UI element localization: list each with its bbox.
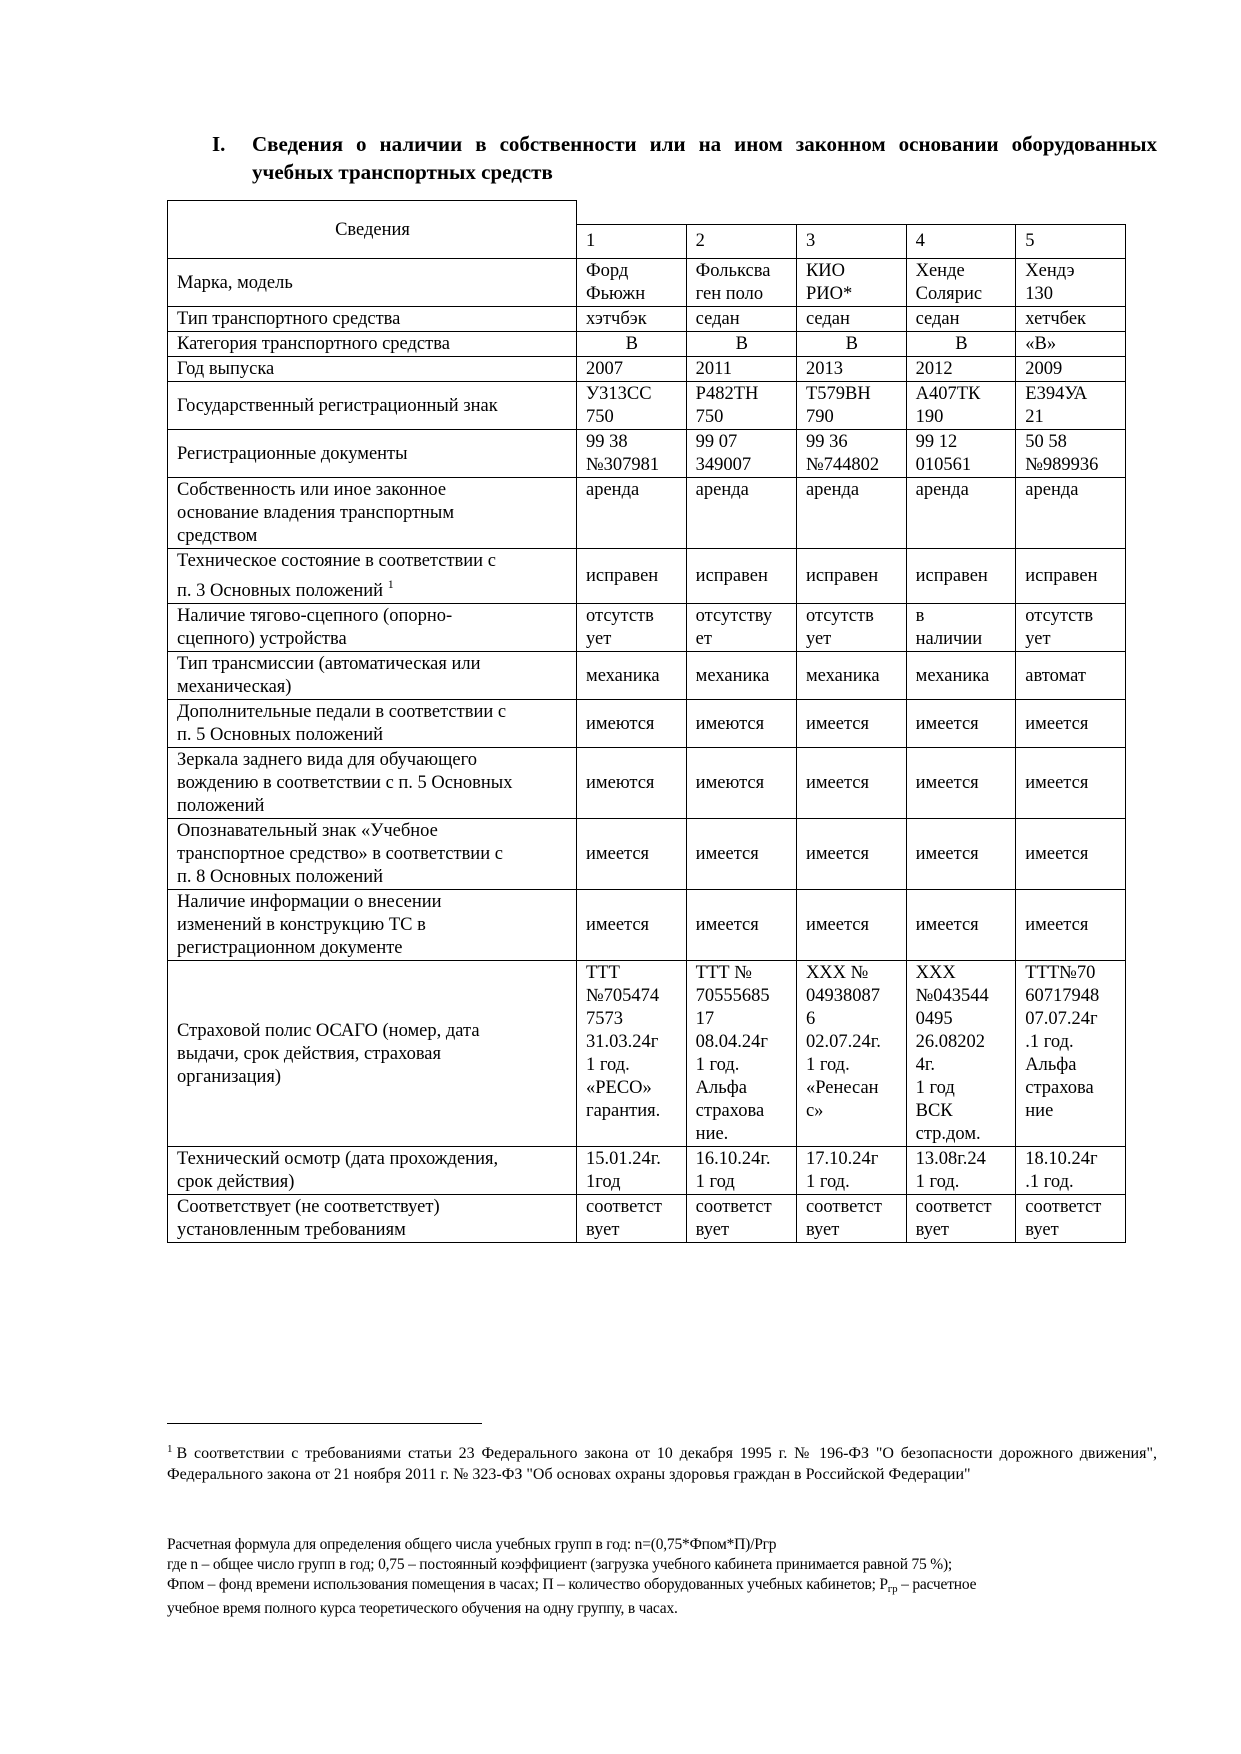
cell-col-5: аренда bbox=[1016, 478, 1126, 549]
footnote-divider bbox=[167, 1423, 482, 1424]
cell-col-1: имеется bbox=[577, 819, 687, 890]
row-label bbox=[168, 382, 577, 430]
row-label-text: Тип трансмиссии (автоматическая или механическая) bbox=[177, 654, 481, 697]
cell-col-1: исправен bbox=[577, 549, 687, 604]
cell-col-5: имеется bbox=[1016, 700, 1126, 748]
header-blank bbox=[577, 201, 1126, 225]
cell-col-3: В bbox=[796, 332, 906, 357]
row-label-text: Техническое состояние в соответствии с п. 3 Основных положений bbox=[177, 551, 496, 601]
table-row bbox=[168, 430, 1126, 478]
table-row bbox=[168, 700, 1126, 748]
cell-col-5: «В» bbox=[1016, 332, 1126, 357]
cell-col-3: седан bbox=[796, 307, 906, 332]
calc-line-3-a: Фпом – фонд времени использования помещения в часах; П – количество оборудованных учебных кабинетов; Р bbox=[167, 1576, 888, 1593]
cell-col-2: имеются bbox=[686, 700, 796, 748]
cell-col-3: аренда bbox=[796, 478, 906, 549]
table-row bbox=[168, 748, 1126, 819]
cell-col-4: имеется bbox=[906, 819, 1016, 890]
cell-col-4: 13.08г.24 1 год. bbox=[906, 1147, 1016, 1195]
cell-col-5: имеется bbox=[1016, 819, 1126, 890]
cell-col-1: имеются bbox=[577, 700, 687, 748]
table-header-top bbox=[168, 201, 1126, 225]
cell-col-2: механика bbox=[686, 652, 796, 700]
cell-col-3: механика bbox=[796, 652, 906, 700]
row-label bbox=[168, 819, 577, 890]
cell-col-2: имеются bbox=[686, 748, 796, 819]
row-label-text: Зеркала заднего вида для обучающего вождению в соответствии с п. 5 Основных положений bbox=[177, 750, 513, 816]
calc-line-3-b: – расчетное bbox=[897, 1576, 977, 1593]
header-label-cell bbox=[168, 201, 577, 259]
cell-col-4: механика bbox=[906, 652, 1016, 700]
cell-col-4: исправен bbox=[906, 549, 1016, 604]
cell-col-3: ХХХ № 04938087 6 02.07.24г. 1 год. «Ренесан с» bbox=[796, 961, 906, 1147]
row-label-text: Страховой полис ОСАГО (номер, дата выдачи, срок действия, страховая организация) bbox=[177, 1020, 480, 1087]
column-number-4: 4 bbox=[906, 224, 1016, 258]
cell-col-3: исправен bbox=[796, 549, 906, 604]
table-row bbox=[168, 307, 1126, 332]
cell-col-1: механика bbox=[577, 652, 687, 700]
cell-col-5: автомат bbox=[1016, 652, 1126, 700]
row-label-text: Собственность или иное законное основание владения транспортным средством bbox=[177, 480, 455, 546]
column-number-5: 5 bbox=[1016, 224, 1126, 258]
row-label-text: Опознавательный знак «Учебное транспортное средство» в соответствии с п. 8 Основных положений bbox=[177, 821, 503, 887]
column-number-3: 3 bbox=[796, 224, 906, 258]
cell-col-5: исправен bbox=[1016, 549, 1126, 604]
cell-col-2: аренда bbox=[686, 478, 796, 549]
cell-col-2: имеется bbox=[686, 819, 796, 890]
table-row bbox=[168, 604, 1126, 652]
cell-col-5: ТТТ№70 60717948 07.07.24г .1 год. Альфа страхова ние bbox=[1016, 961, 1126, 1147]
cell-col-5: хетчбек bbox=[1016, 307, 1126, 332]
cell-col-2: соответст вует bbox=[686, 1195, 796, 1243]
cell-col-1: 15.01.24г. 1год bbox=[577, 1147, 687, 1195]
cell-col-4: 2012 bbox=[906, 357, 1016, 382]
cell-col-2: В bbox=[686, 332, 796, 357]
cell-col-2: исправен bbox=[686, 549, 796, 604]
cell-col-2: отсутству ет bbox=[686, 604, 796, 652]
cell-col-4: седан bbox=[906, 307, 1016, 332]
row-label bbox=[168, 430, 577, 478]
table-row bbox=[168, 549, 1126, 604]
footnote-ref: 1 bbox=[387, 577, 394, 591]
row-label-text: Наличие информации о внесении изменений в конструкцию ТС в регистрационном документе bbox=[177, 892, 442, 958]
cell-col-5: соответст вует bbox=[1016, 1195, 1126, 1243]
row-label bbox=[168, 307, 577, 332]
cell-col-1: 99 38 №307981 bbox=[577, 430, 687, 478]
section-title: Сведения о наличии в собственности или на ином законном основании оборудованных учебных транспортных средств bbox=[252, 132, 1157, 184]
table-row bbox=[168, 890, 1126, 961]
cell-col-2: седан bbox=[686, 307, 796, 332]
cell-col-5: Е394УА 21 bbox=[1016, 382, 1126, 430]
row-label-text: Государственный регистрационный знак bbox=[177, 395, 498, 416]
row-label bbox=[168, 478, 577, 549]
cell-col-2: Фольксва ген поло bbox=[686, 259, 796, 307]
calc-line-4: учебное время полного курса теоретического обучения на одну группу, в часах. bbox=[167, 1600, 678, 1617]
cell-col-4: 99 12 010561 bbox=[906, 430, 1016, 478]
cell-col-4: в наличии bbox=[906, 604, 1016, 652]
cell-col-2: 2011 bbox=[686, 357, 796, 382]
cell-col-4: В bbox=[906, 332, 1016, 357]
cell-col-1: хэтчбэк bbox=[577, 307, 687, 332]
cell-col-5: Хендэ 130 bbox=[1016, 259, 1126, 307]
footnote-text: В соответствии с требованиями статьи 23 Федерального закона от 10 декабря 1995 г. № 196-ФЗ "О безопасности дорожного движения", Федерального закона от 21 ноября 2011 г. № 323-ФЗ "Об основах охраны здоровья граждан в Российской Федерации" bbox=[167, 1445, 1157, 1483]
cell-col-1: У313СС 750 bbox=[577, 382, 687, 430]
row-label-text: Тип транспортного средства bbox=[177, 309, 401, 329]
cell-col-1: Форд Фьюжн bbox=[577, 259, 687, 307]
column-number-2: 2 bbox=[686, 224, 796, 258]
row-label bbox=[168, 961, 577, 1147]
cell-col-3: Т579ВН 790 bbox=[796, 382, 906, 430]
cell-col-2: Р482ТН 750 bbox=[686, 382, 796, 430]
cell-col-5: 50 58 №989936 bbox=[1016, 430, 1126, 478]
row-label-text: Категория транспортного средства bbox=[177, 334, 450, 354]
cell-col-3: отсутств ует bbox=[796, 604, 906, 652]
row-label bbox=[168, 604, 577, 652]
cell-col-2: ТТТ № 70555685 17 08.04.24г 1 год. Альфа страхова ние. bbox=[686, 961, 796, 1147]
calc-line-2: где n – общее число групп в год; 0,75 – постоянный коэффициент (загрузка учебного кабинета принимается равной 75 %); bbox=[167, 1556, 953, 1573]
row-label-text: Марка, модель bbox=[177, 272, 293, 293]
cell-col-5: имеется bbox=[1016, 748, 1126, 819]
footnote-marker: 1 bbox=[167, 1443, 173, 1455]
row-label-text: Регистрационные документы bbox=[177, 443, 408, 464]
cell-col-4: ХХХ №043544 0495 26.08202 4г. 1 год ВСК стр.дом. bbox=[906, 961, 1016, 1147]
cell-col-4: соответст вует bbox=[906, 1195, 1016, 1243]
row-label-text: Технический осмотр (дата прохождения, срок действия) bbox=[177, 1149, 499, 1192]
cell-col-4: имеется bbox=[906, 748, 1016, 819]
cell-col-2: 16.10.24г. 1 год bbox=[686, 1147, 796, 1195]
table-row bbox=[168, 961, 1126, 1147]
row-label-text: Наличие тягово-сцепного (опорно- сцепного) устройства bbox=[177, 606, 453, 649]
cell-col-1: 2007 bbox=[577, 357, 687, 382]
row-label bbox=[168, 357, 577, 382]
table-row bbox=[168, 652, 1126, 700]
table-row bbox=[168, 357, 1126, 382]
cell-col-3: имеется bbox=[796, 890, 906, 961]
row-label bbox=[168, 259, 577, 307]
cell-col-5: 2009 bbox=[1016, 357, 1126, 382]
cell-col-3: 17.10.24г 1 год. bbox=[796, 1147, 906, 1195]
cell-col-1: отсутств ует bbox=[577, 604, 687, 652]
cell-col-5: имеется bbox=[1016, 890, 1126, 961]
table-row bbox=[168, 259, 1126, 307]
section-heading bbox=[212, 130, 1157, 186]
row-label bbox=[168, 890, 577, 961]
cell-col-3: соответст вует bbox=[796, 1195, 906, 1243]
vehicles-table bbox=[167, 200, 1126, 1243]
row-label bbox=[168, 549, 577, 604]
cell-col-3: имеется bbox=[796, 819, 906, 890]
cell-col-1: соответст вует bbox=[577, 1195, 687, 1243]
table-row bbox=[168, 1195, 1126, 1243]
table-row bbox=[168, 382, 1126, 430]
cell-col-1: имеется bbox=[577, 890, 687, 961]
cell-col-3: 99 36 №744802 bbox=[796, 430, 906, 478]
cell-col-1: имеются bbox=[577, 748, 687, 819]
cell-col-2: имеется bbox=[686, 890, 796, 961]
section-number: I. bbox=[212, 132, 226, 156]
calc-line-3 bbox=[167, 1575, 1157, 1599]
footnote bbox=[167, 1439, 1157, 1485]
cell-col-5: 18.10.24г .1 год. bbox=[1016, 1147, 1126, 1195]
cell-col-4: А407ТК 190 bbox=[906, 382, 1016, 430]
cell-col-1: В bbox=[577, 332, 687, 357]
cell-col-3: 2013 bbox=[796, 357, 906, 382]
header-label: Сведения bbox=[335, 219, 410, 240]
calc-line-1: Расчетная формула для определения общего числа учебных групп в год: n=(0,75*Фпом*П)/Ргр bbox=[167, 1536, 777, 1553]
cell-col-4: Хенде Солярис bbox=[906, 259, 1016, 307]
table-row bbox=[168, 478, 1126, 549]
row-label-text: Соответствует (не соответствует) установленным требованиям bbox=[177, 1197, 440, 1240]
cell-col-1: ТТТ №705474 7573 31.03.24г 1 год. «РЕСО» гарантия. bbox=[577, 961, 687, 1147]
row-label bbox=[168, 652, 577, 700]
cell-col-5: отсутств ует bbox=[1016, 604, 1126, 652]
row-label bbox=[168, 700, 577, 748]
cell-col-4: имеется bbox=[906, 700, 1016, 748]
calc-line-3-sub: гр bbox=[887, 1583, 898, 1595]
row-label bbox=[168, 1147, 577, 1195]
column-number-1: 1 bbox=[577, 224, 687, 258]
cell-col-3: имеется bbox=[796, 748, 906, 819]
cell-col-1: аренда bbox=[577, 478, 687, 549]
calc-formula-block bbox=[167, 1535, 1157, 1619]
table-row bbox=[168, 1147, 1126, 1195]
row-label bbox=[168, 332, 577, 357]
row-label bbox=[168, 748, 577, 819]
table-row bbox=[168, 332, 1126, 357]
table-row bbox=[168, 819, 1126, 890]
cell-col-2: 99 07 349007 bbox=[686, 430, 796, 478]
row-label bbox=[168, 1195, 577, 1243]
cell-col-3: имеется bbox=[796, 700, 906, 748]
cell-col-4: аренда bbox=[906, 478, 1016, 549]
row-label-text: Год выпуска bbox=[177, 359, 275, 379]
cell-col-4: имеется bbox=[906, 890, 1016, 961]
row-label-text: Дополнительные педали в соответствии с п. 5 Основных положений bbox=[177, 702, 507, 745]
cell-col-3: КИО РИО* bbox=[796, 259, 906, 307]
